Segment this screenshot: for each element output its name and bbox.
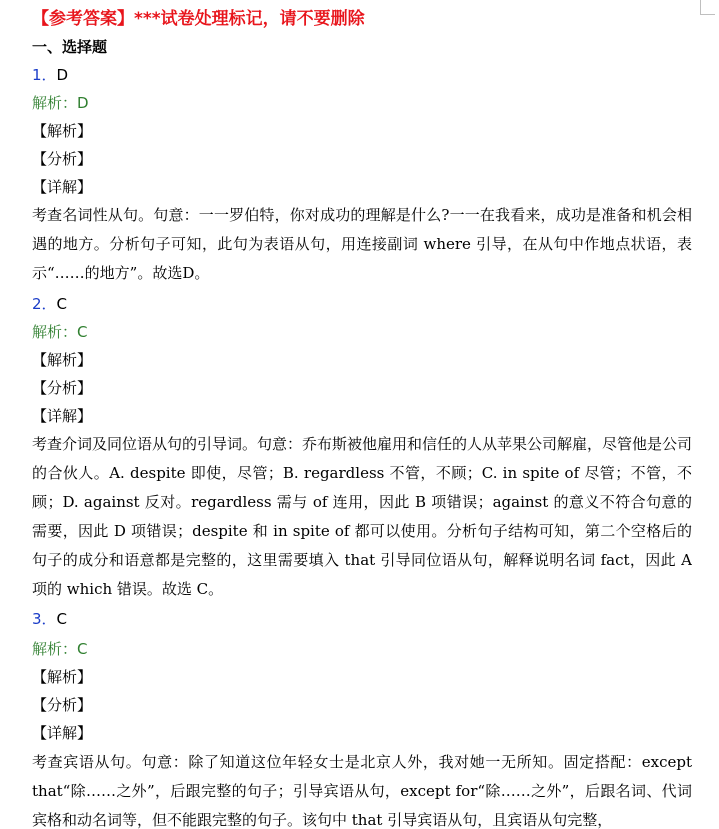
question-1-answer-line xyxy=(32,65,68,85)
question-1-explanation: 考查名词性从句。句意：一一罗伯特，你对成功的理解是什么?一一在我看来，成功是准备和机会相遇的地方。分析句子可知，此句为表语从句，用连接副词 where 引导，在从句中作地点状语，表示“……的地方”。故选D。 xyxy=(32,206,692,282)
question-3-answer-line xyxy=(32,609,67,629)
question-1-tag-xiangjie: 【详解】 xyxy=(32,178,93,196)
question-answer: C xyxy=(56,295,68,313)
question-3-explanation: 考查宾语从句。句意：除了知道这位年轻女士是北京人外，我对她一无所知。固定搭配：except that“除……之外”，后跟完整的句子；引导宾语从句，except for“除……之外”，后跟名词、代词宾格和动名词等，但不能跟完整的句子。该句中 that 引导宾语从句，且宾语从句完整， xyxy=(32,753,692,829)
question-2-analysis: 解析：C xyxy=(32,323,88,341)
question-2-tag-jiexi: 【解析】 xyxy=(32,351,93,369)
question-1-tag-fenxi: 【分析】 xyxy=(32,150,93,168)
question-3-tag-jiexi: 【解析】 xyxy=(32,668,93,686)
question-number: 1． xyxy=(32,66,57,84)
question-2-tag-fenxi: 【分析】 xyxy=(32,379,93,397)
question-number: 3． xyxy=(32,610,57,628)
section-title: 一、选择题 xyxy=(32,38,108,56)
question-3-tag-fenxi: 【分析】 xyxy=(32,696,93,714)
question-answer: D xyxy=(56,66,69,84)
page-corner-mark xyxy=(700,0,715,15)
question-number: 2． xyxy=(32,295,57,313)
question-1-analysis: 解析：D xyxy=(32,94,89,112)
question-2-tag-xiangjie: 【详解】 xyxy=(32,407,93,425)
question-2-explanation: 考查介词及同位语从句的引导词。句意：乔布斯被他雇用和信任的人从苹果公司解雇，尽管他是公司的合伙人。A. despite 即使，尽管；B. regardless 不管，不顾；C. in spite of 尽管；不管，不顾；D. against 反对。regardless 需与 of 连用，因此 B 项错误；against 的意义不符合句意的需要，因此 D 项错误；despite 和 in spite of 都可以使用。分析句子结构可知，第二个空格后的句子的成分和语意都是完整的，这里需要填入 that 引导同位语从句，解释说明名词 fact，因此 A 项的 which 错误。故选 C。 xyxy=(32,435,692,598)
question-3-analysis: 解析：C xyxy=(32,640,88,658)
processing-mark-header: 【参考答案】***试卷处理标记，请不要删除 xyxy=(32,9,365,29)
question-3-tag-xiangjie: 【详解】 xyxy=(32,724,93,742)
question-answer: C xyxy=(56,610,68,628)
question-2-answer-line xyxy=(32,294,67,314)
question-1-tag-jiexi: 【解析】 xyxy=(32,122,93,140)
